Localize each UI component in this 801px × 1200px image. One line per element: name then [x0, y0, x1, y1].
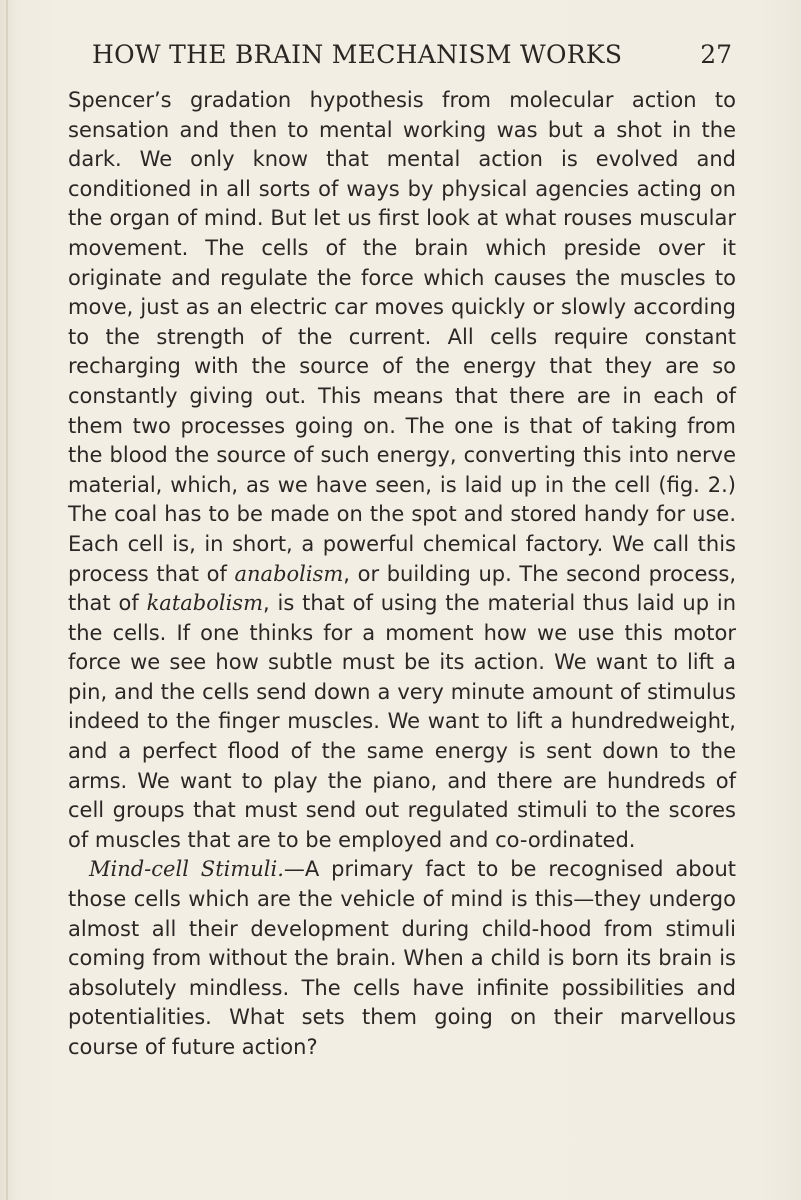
paragraph-2: [68, 855, 736, 1062]
term-anabolism: anabolism: [234, 561, 344, 586]
paragraph-1-part-b: , or building up. The second process, that of: [68, 561, 736, 616]
paragraph-2-text: —A primary fact to be recognised about those cells which are the vehicle of mind is this—they undergo almost all their development during child-hood from stimuli coming from without the brain. When a child is born its brain is absolutely mindless. The cells have infinite possibilities and potentialities. What sets them going on their marvellous course of future action?: [68, 857, 737, 1059]
page-number: 27: [700, 40, 732, 69]
page-gutter: [6, 0, 8, 1200]
running-title: HOW THE BRAIN MECHANISM WORKS: [92, 40, 623, 69]
section-heading-mind-cell-stimuli: Mind-cell Stimuli.: [89, 857, 284, 882]
body-text: [68, 86, 736, 1063]
paragraph-1: [68, 86, 736, 855]
paragraph-1-part-c: , is that of using the material thus laid up in the cells. If one thinks for a moment how we use this motor force we see how subtle must be its action. We want to lift a pin, and the cells send down a very minute amount of stimulus indeed to the finger muscles. We want to lift a hundredweight, and a perfect flood of the same energy is sent down to the arms. We want to play the piano, and there are hundreds of cell groups that must send out regulated stimuli to the scores of muscles that are to be employed and co-ordinated.: [68, 591, 737, 852]
paragraph-1-part-a: Spencer’s gradation hypothesis from molecular action to sensation and then to mental working was but a shot in the dark. We only know that mental action is evolved and conditioned in all sorts of ways by physical agencies acting on the organ of mind. But let us first look at what rouses muscular movement. The cells of the brain which preside over it originate and regulate the force which causes the muscles to move, just as an electric car moves quickly or slowly according to the strength of the current. All cells require constant recharging with the source of the energy that they are so constantly giving out. This means that there are in each of them two processes going on. The one is that of taking from the blood the source of such energy, converting this into nerve material, which, as we have seen, is laid up in the cell (fig. 2.) The coal has to be made on the spot and stored handy for use. Each cell is, in short, a powerful chemical factory. We call this process that of: [68, 88, 736, 586]
term-katabolism: katabolism: [146, 591, 263, 616]
running-header: [92, 40, 732, 74]
